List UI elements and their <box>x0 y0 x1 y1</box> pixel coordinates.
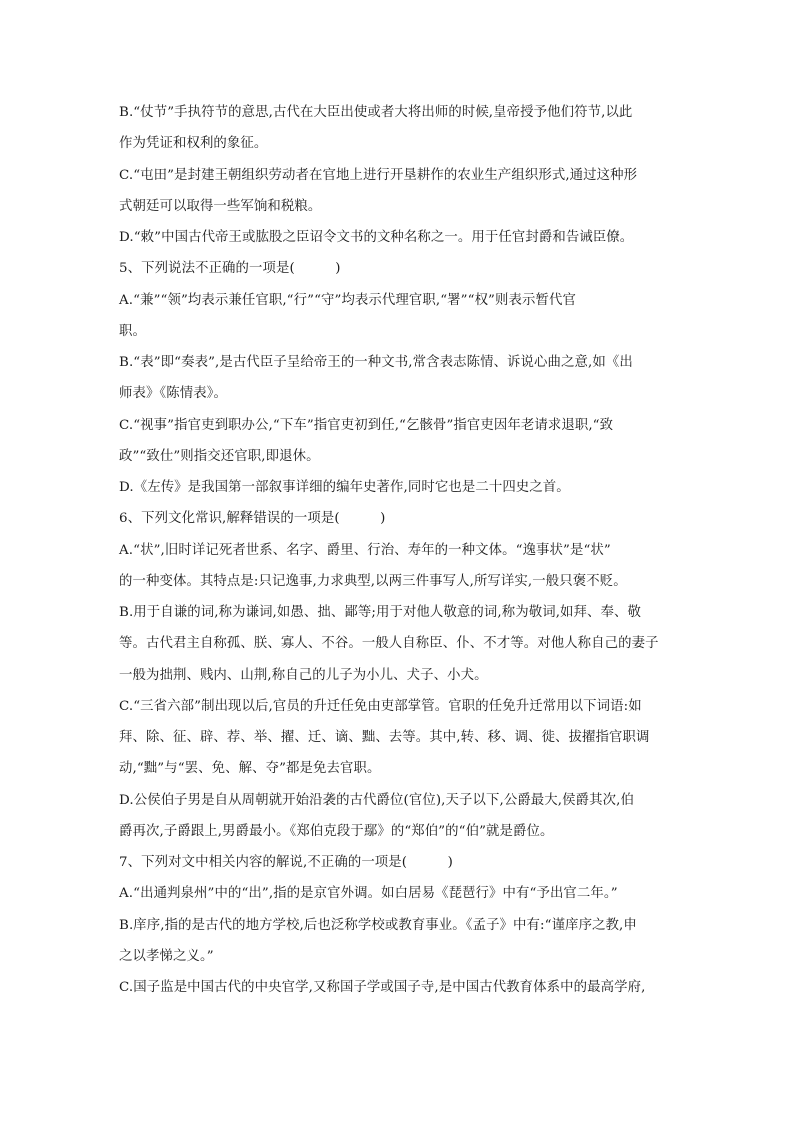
text-line: D.公侯伯子男是自从周朝就开始沿袭的古代爵位(官位),天子以下,公爵最大,侯爵其次,伯 <box>119 792 634 808</box>
text-line: 师表》《陈情表》。 <box>119 386 228 402</box>
text-line: A.“兼”“领”均表示兼任官职,“行”“守”均表示代理官职,“署”“权”则表示暂代官 <box>119 292 576 308</box>
text-line: 职。 <box>119 323 146 339</box>
text-line: 式朝廷可以取得一些军饷和税粮。 <box>119 198 322 214</box>
text-line: 作为凭证和权利的象征。 <box>119 136 268 152</box>
text-line: 拜、除、征、辟、荐、举、擢、迁、谪、黜、去等。其中,转、移、调、徙、拔擢指官职调 <box>119 730 650 745</box>
text-line: 爵再次,子爵跟上,男爵最小。《郑伯克段于鄢》的“郑伯”的“伯”就是爵位。 <box>119 823 554 839</box>
text-line: C.“三省六部”制出现以后,官员的升迁任免由吏部掌管。官职的任免升迁常用以下词语:如 <box>119 698 642 714</box>
text-line: D.《左传》是我国第一部叙事详细的编年史著作,同时它也是二十四史之首。 <box>119 480 570 495</box>
text-line: 等。古代君主自称孤、朕、寡人、不谷。一般人自称臣、仆、不才等。对他人称自己的妻子 <box>119 636 659 652</box>
question-heading: 6、下列文化常识,解释错误的一项是( ) <box>119 511 386 527</box>
text-line: 政”“致仕”则指交还官职,即退休。 <box>119 448 320 464</box>
text-line: 之以孝悌之义。” <box>119 948 214 964</box>
text-line: B.“表”即“奏表”,是古代臣子呈给帝王的一种文书,常含表志陈情、诉说心曲之意,如《出 <box>119 355 633 370</box>
text-line: D.“敕”中国古代帝王或肱股之臣诏令文书的文种名称之一。用于任官封爵和告诫臣僚。 <box>119 230 634 245</box>
text-line: A.“出通判泉州”中的“出”,指的是京官外调。如白居易《琵琶行》中有“予出官二年。” <box>119 886 618 902</box>
text-line: B.用于自谦的词,称为谦词,如愚、拙、鄙等;用于对他人敬意的词,称为敬词,如拜、奉、敬 <box>119 605 641 620</box>
question-heading: 7、下列对文中相关内容的解说,不正确的一项是( ) <box>119 855 453 870</box>
text-line: B.“仗节”手执符节的意思,古代在大臣出使或者大将出师的时候,皇帝授予他们符节,以此 <box>119 105 633 120</box>
text-line: C.“屯田”是封建王朝组织劳动者在官地上进行开垦耕作的农业生产组织形式,通过这种形 <box>119 167 638 183</box>
question-heading: 5、下列说法不正确的一项是( ) <box>119 261 341 277</box>
text-line: C.“视事”指官吏到职办公,“下车”指官吏初到任,“乞骸骨”指官吏因年老请求退职,“致 <box>119 417 614 433</box>
text-line: 一般为拙荆、贱内、山荆,称自己的儿子为小儿、犬子、小犬。 <box>119 667 488 683</box>
text-line: 动,“黜”与“罢、免、解、夺”都是免去官职。 <box>119 761 381 777</box>
text-line: A.“状”,旧时详记死者世系、名字、爵里、行治、寿年的一种文体。“逸事状”是“状” <box>119 542 611 558</box>
document-body <box>119 97 679 1003</box>
text-line: B.庠序,指的是古代的地方学校,后也泛称学校或教育事业。《孟子》中有:“谨庠序之教,申 <box>119 917 637 933</box>
text-line: C.国子监是中国古代的中央官学,又称国子学或国子寺,是中国古代教育体系中的最高学府, <box>119 980 646 995</box>
text-line: 的一种变体。其特点是:只记逸事,力求典型,以两三件事写人,所写详实,一般只褒不贬。 <box>119 573 627 589</box>
